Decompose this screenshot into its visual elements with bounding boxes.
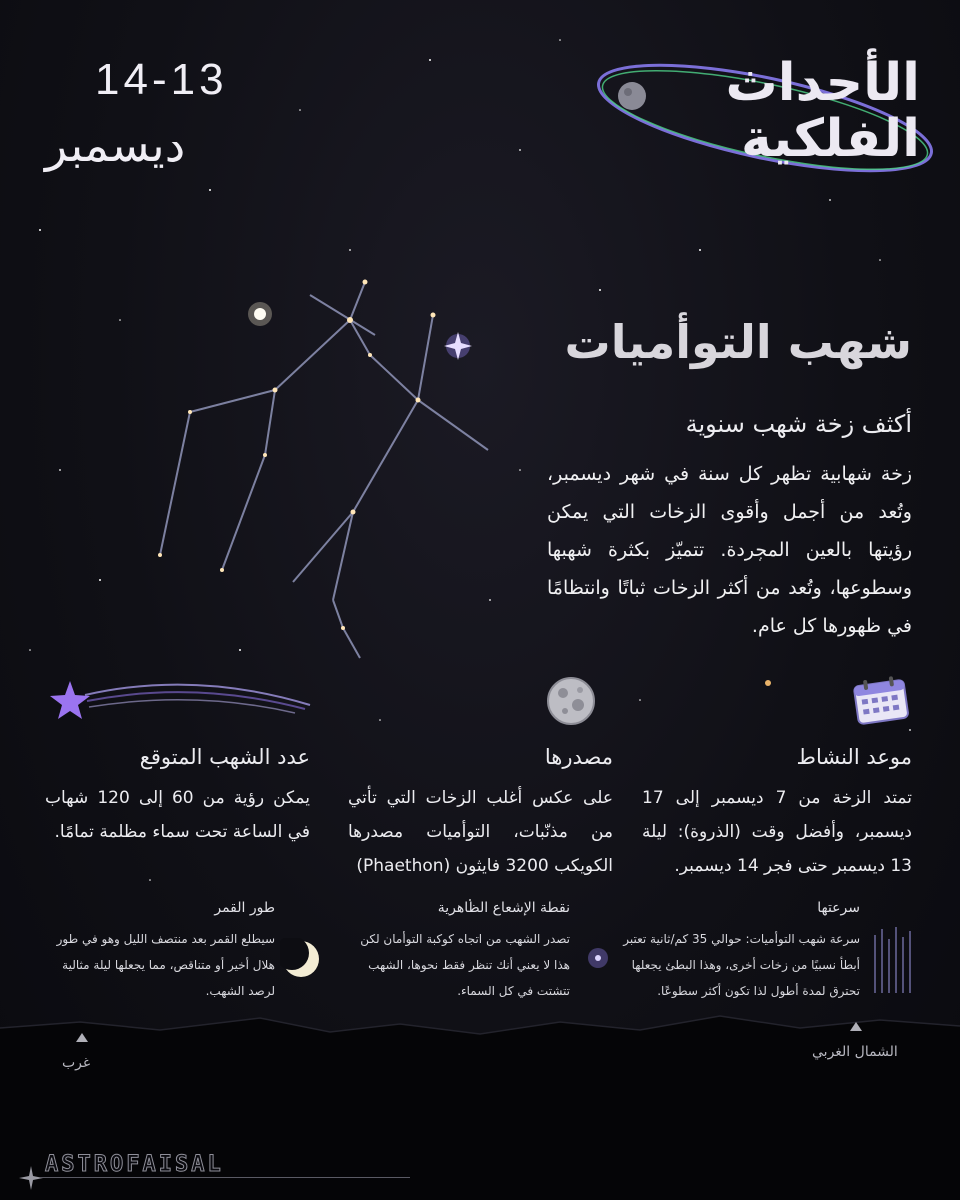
event-description: زخة شهابية تظهر كل سنة في شهر ديسمبر، وتُعد من أجمل وأقوى الزخات التي يمكن رؤيتها بالعين المجردة. تتميّز بكثرة شهبها وسطوعها، وتُعد من أكثر الزخات ثباتًا وانتظامًا في ظهورها كل عام. [547,463,912,637]
radiant-detail [350,900,570,1004]
moon-body: سيطلع القمر بعد منتصف الليل وهو في طور هلال أخير أو متناقص، مما يجعلها ليلة مثالية لرصد الشهب. [56,932,275,998]
count-section [45,745,310,849]
timing-section [642,745,912,883]
event-subtitle: أكثف زخة شهب سنوية [685,410,912,438]
northwest-label: الشمال الغربي [812,1044,898,1060]
source-section [348,745,613,883]
source-body: على عكس أغلب الزخات التي تأتي من مذنّبات، التوأميات مصدرها الكويكب 3200 فايثون (Phaethon) [348,788,613,876]
northwest-marker-icon [850,1022,862,1031]
source-title: مصدرها [544,745,613,769]
timing-body: تمتد الزخة من 7 ديسمبر إلى 17 ديسمبر، وأفضل وقت (الذروة): ليلة 13 ديسمبر حتى فجر 14 ديسمبر. [642,788,912,876]
gemini-constellation [150,270,510,670]
count-body: يمكن رؤية من 60 إلى 120 شهاب في الساعة تحت سماء مظلمة تمامًا. [45,788,310,842]
speed-body: سرعة شهب التوأميات: حوالي 35 كم/ثانية تعتبر أبطأ نسبيًا من زخات أخرى، وهذا البطئ يجعلها تحترق لمدة أطول لذا تكون أكثر سطوعًا. [623,932,860,998]
crescent-moon-icon [280,938,322,980]
west-marker-icon [76,1033,88,1042]
speed-title: سرعتها [817,900,860,916]
title-line-1: الأحداث [725,53,920,113]
count-title: عدد الشهب المتوقع [139,745,310,769]
west-label: غرب [62,1055,91,1071]
radiant-star-icon [444,332,472,360]
timing-title: موعد النشاط [796,745,912,769]
speed-detail [600,900,860,1004]
date-range: 14-13 [95,55,228,104]
brand-logo: ASTROFAISAL [45,1152,224,1177]
page-title [600,55,920,185]
date-month: ديسمبر [45,118,186,172]
radiant-body: تصدر الشهب من اتجاه كوكبة التوأمان لكن هذا لا يعني أنك تنظر فقط نحوها، الشهب تتشتت في كل السماء. [360,932,570,998]
calendar-icon [848,675,914,727]
event-name: شهب التوأميات [564,315,912,369]
radiant-title: نقطة الإشعاع الظاهرية [437,900,570,916]
speed-lines-icon [870,925,915,995]
sparkle-icon [18,1165,44,1191]
asteroid-icon [545,675,597,727]
moon-detail [50,900,275,1004]
brand-divider [40,1177,410,1178]
shooting-star-icon [45,675,315,725]
title-line-2: الفلكية [740,109,920,169]
moon-title: طور القمر [214,900,275,916]
